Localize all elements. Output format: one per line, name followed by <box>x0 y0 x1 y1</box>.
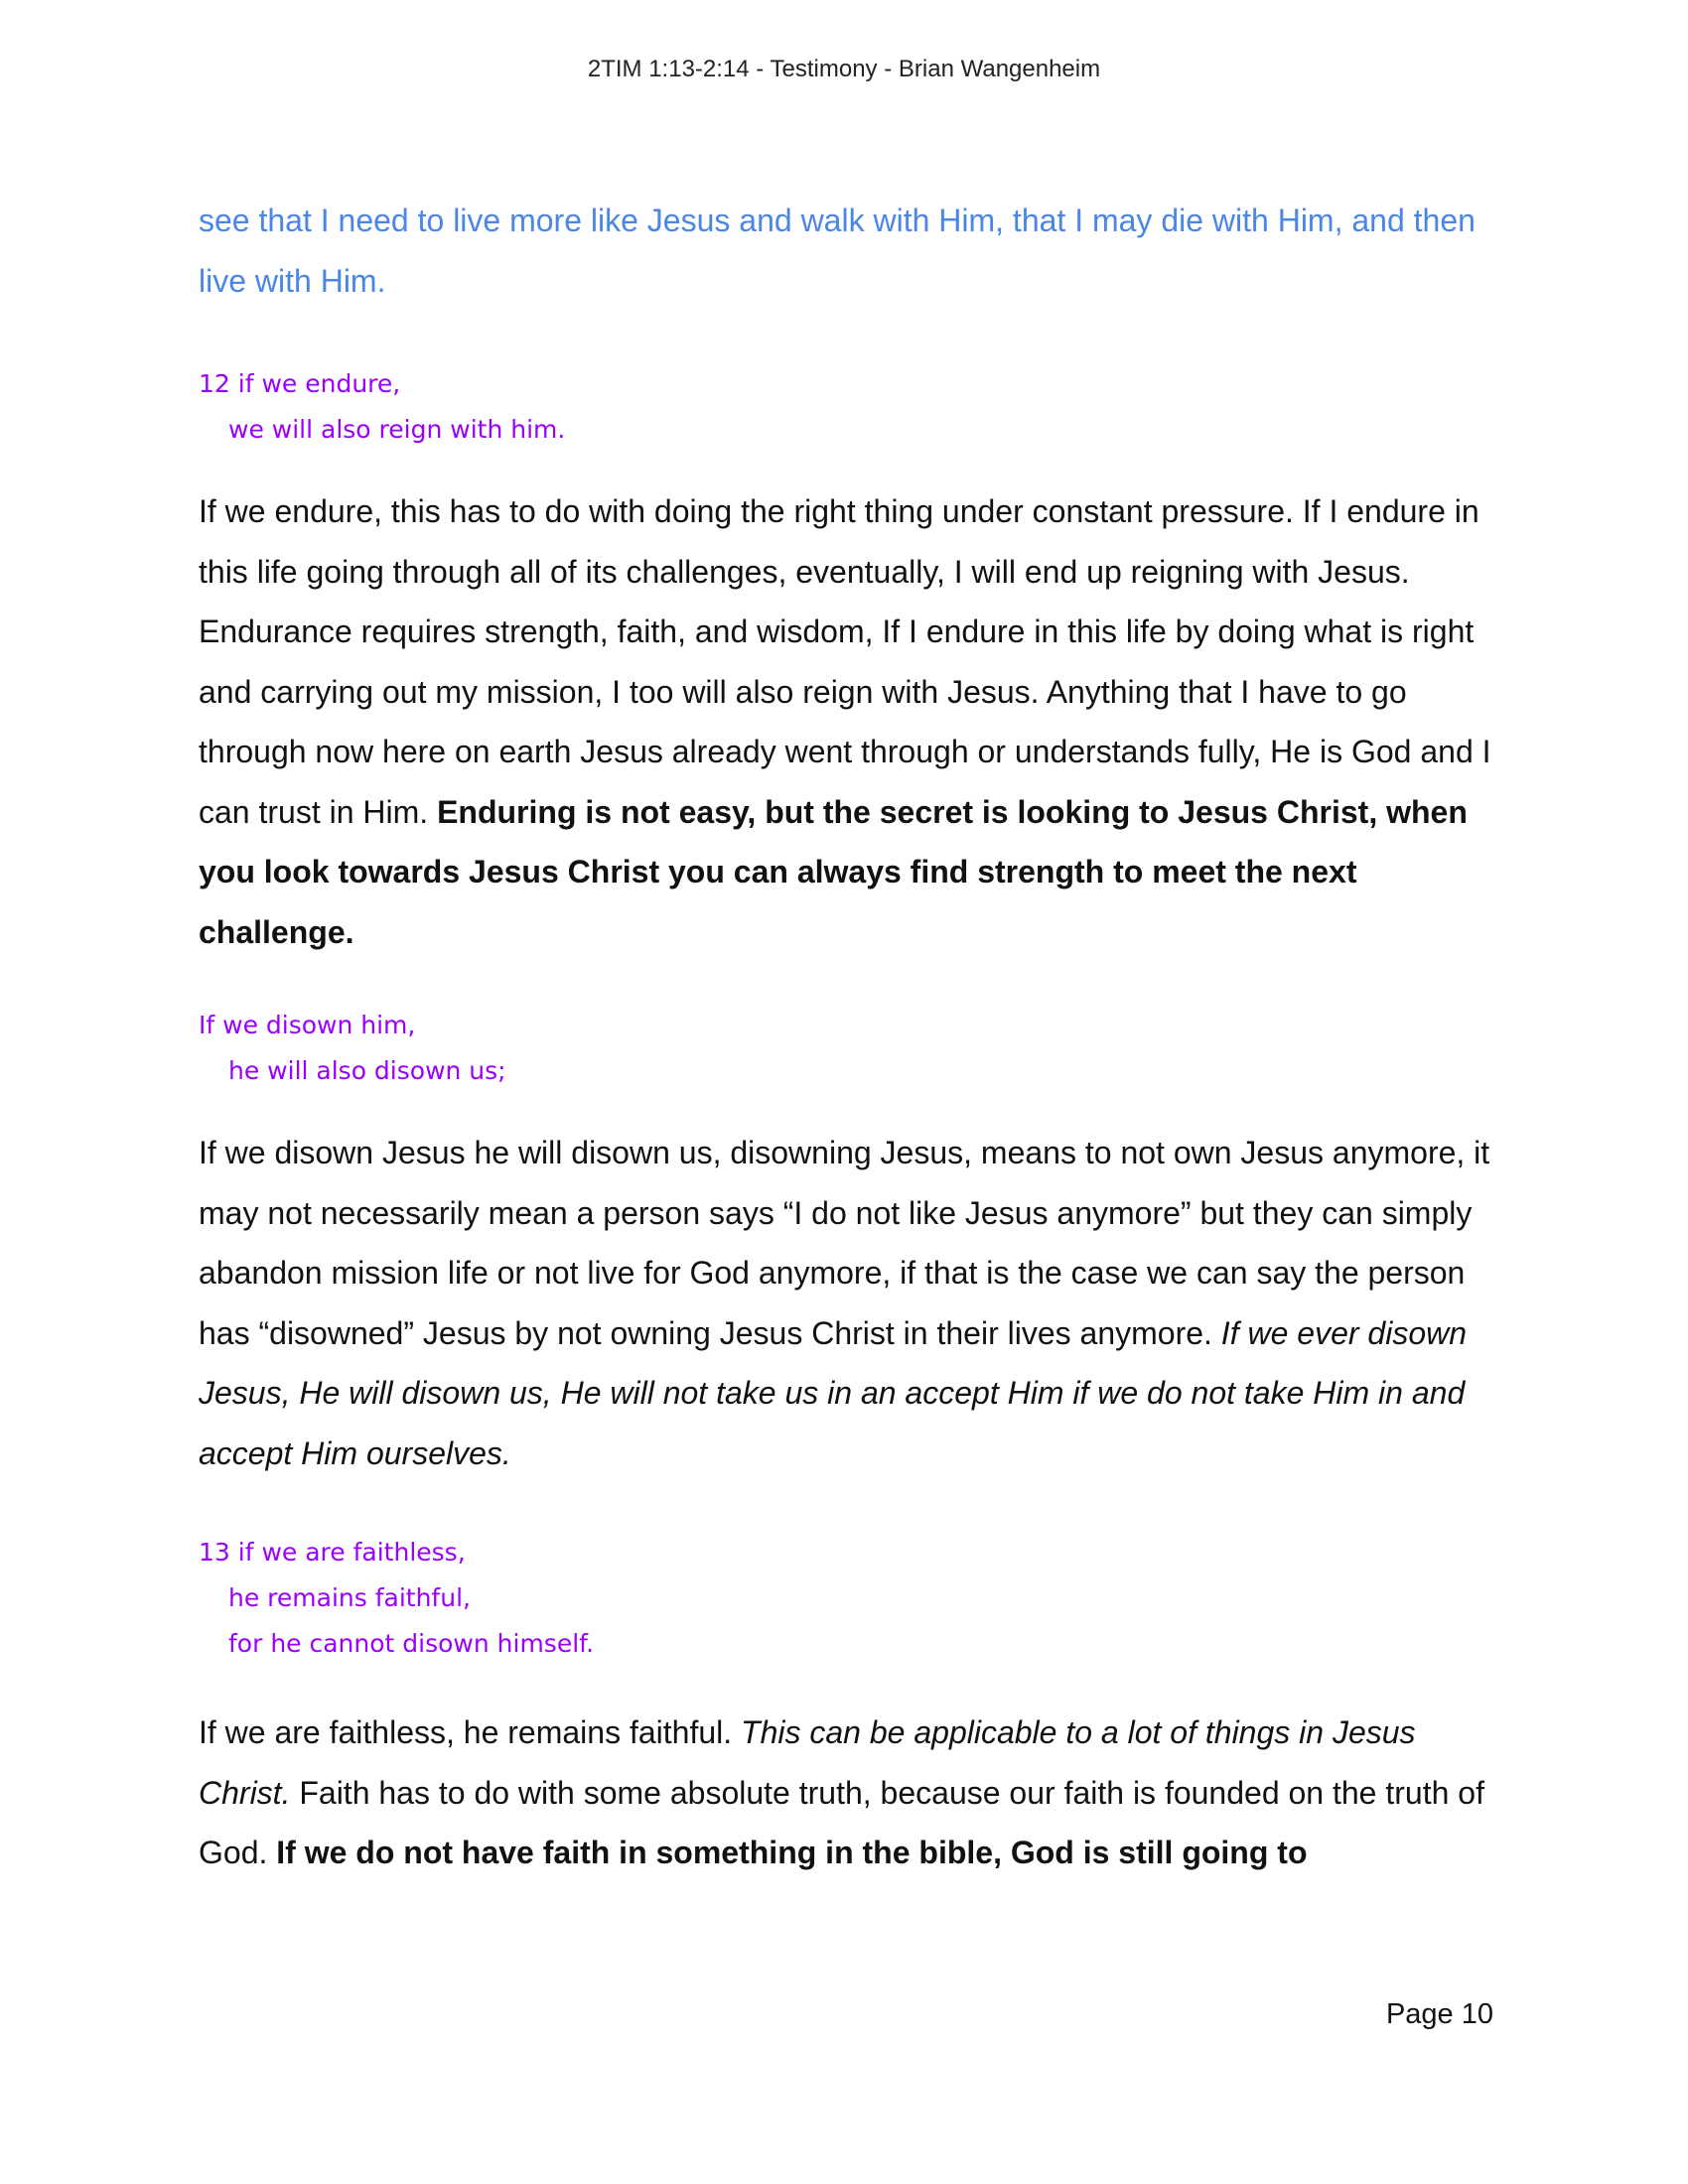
verse-disown-block <box>199 1003 1494 1094</box>
endure-paragraph-text: If we endure, this has to do with doing the right thing under constant pressure. If I endure in this life going through all of its challenges, eventually, I will end up reigning with Jesus. Endurance requires strength, faith, and wisdom, If I endure in this life by doing what is right and carrying out my mission, I too will also reign with Jesus. Anything that I have to go through now here on earth Jesus already went through or understands fully, He is God and I can trust in Him. <box>199 493 1491 830</box>
verse-13-line-1: 13 if we are faithless, <box>199 1538 466 1567</box>
page-number: Page 10 <box>1385 1998 1493 2030</box>
faithless-paragraph <box>199 1703 1494 1883</box>
verse-13-block <box>199 1530 1494 1667</box>
faithless-paragraph-text-2: Faith has to do with some absolute truth, because our faith is founded on the truth of God. <box>199 1774 1484 1870</box>
disown-paragraph <box>199 1123 1494 1483</box>
faithless-paragraph-bold-text: If we do not have faith in something in the bible, God is still going to <box>276 1835 1308 1870</box>
faithless-paragraph-italic-text: This can be applicable to a lot of things in Jesus Christ. <box>199 1714 1416 1811</box>
page-content <box>199 191 1494 1883</box>
endure-paragraph <box>199 481 1494 962</box>
verse-12-line-1: 12 if we endure, <box>199 369 401 398</box>
disown-paragraph-italic-text: If we ever disown Jesus, He will disown us, He will not take us in an accept Him if we do not take Him in and accept Him ourselves. <box>199 1314 1468 1471</box>
faithless-paragraph-text-1: If we are faithless, he remains faithful. <box>199 1714 742 1750</box>
page-header: 2TIM 1:13-2:14 - Testimony - Brian Wangenheim <box>587 56 1101 82</box>
verse-13-line-2: he remains faithful, <box>228 1583 471 1612</box>
verse-disown-line-1: If we disown him, <box>199 1011 416 1039</box>
intro-paragraph: see that I need to live more like Jesus and walk with Him, that I may die with Him, and then live with Him. <box>199 203 1476 299</box>
verse-12-line-2: we will also reign with him. <box>228 415 566 444</box>
endure-paragraph-bold-text: Enduring is not easy, but the secret is looking to Jesus Christ, when you look towards Jesus Christ you can always find strength to meet the next challenge. <box>199 793 1468 950</box>
verse-12-block <box>199 361 1494 453</box>
verse-13-line-3: for he cannot disown himself. <box>228 1629 595 1658</box>
disown-paragraph-text: If we disown Jesus he will disown us, disowning Jesus, means to not own Jesus anymore, it may not necessarily mean a person says “I do not like Jesus anymore” but they can simply abandon mission life or not live for God anymore, if that is the case we can say the person has “disowned” Jesus by not owning Jesus Christ in their lives anymore. <box>199 1135 1490 1351</box>
verse-disown-line-2: he will also disown us; <box>228 1056 506 1085</box>
